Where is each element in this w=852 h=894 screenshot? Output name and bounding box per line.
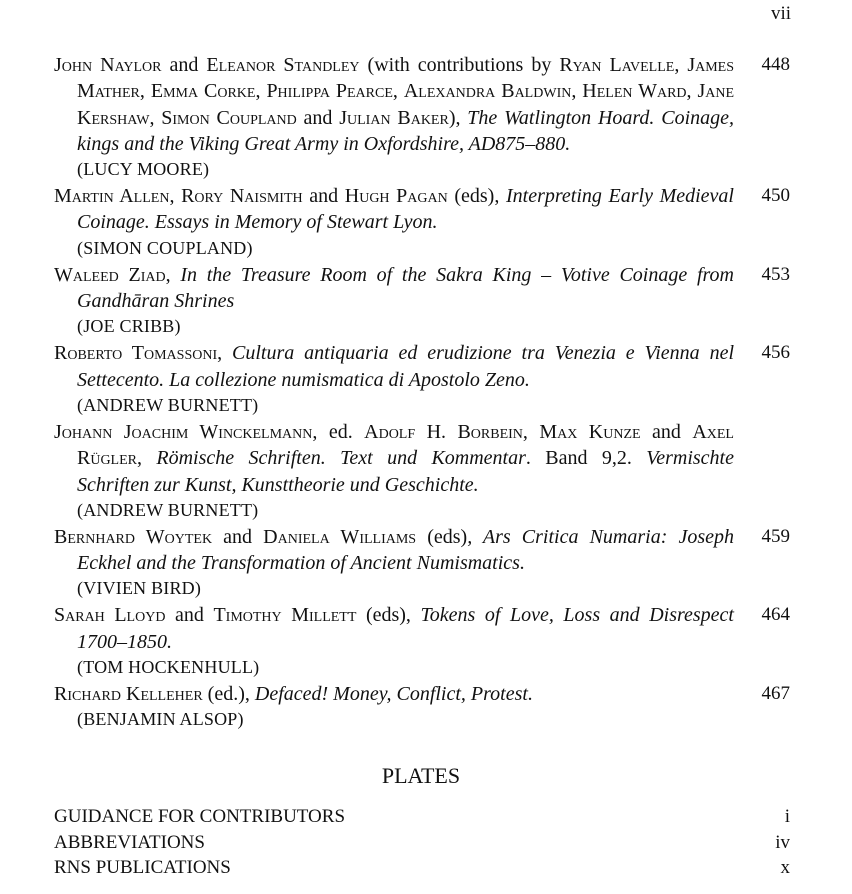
author-name: Julian Baker xyxy=(339,106,449,129)
author-name: Alexandra Baldwin xyxy=(403,80,572,103)
reviewer-name: (ANDREW BURNETT) xyxy=(77,394,259,415)
citation-text: , xyxy=(392,80,404,103)
review-entry-text xyxy=(54,52,734,182)
author-name: Bernhard Woytek xyxy=(54,525,213,548)
citation-text: (eds), xyxy=(447,185,506,208)
reviewer-name: (SIMON COUPLAND) xyxy=(77,237,253,258)
book-title: Tokens of Love, Loss and Disrespect 1700–1850. xyxy=(77,604,734,653)
citation-text: and xyxy=(640,420,693,443)
review-entry xyxy=(54,419,790,523)
citation-text: (with contributions by xyxy=(359,54,560,76)
book-title: Defaced! Money, Conflict, Protest. xyxy=(254,683,533,706)
author-name: Adolf H. Borbein xyxy=(364,420,523,443)
review-entry xyxy=(54,681,790,732)
review-entry xyxy=(54,340,790,418)
citation-text: and xyxy=(165,604,214,627)
citation-text: ), xyxy=(448,106,468,129)
page-number: 459 xyxy=(761,525,790,547)
book-title: In the Treasure Room of the Sakra King – Votive Coinage from Gandhāran Shrines xyxy=(77,263,735,313)
author-name: Eleanor Standley xyxy=(206,54,360,76)
book-title: Vermischte Schriften zur Kunst, Kunsttheorie und Geschichte. xyxy=(77,447,734,496)
author-name: Waleed Ziad xyxy=(54,263,166,286)
author-name: Jane Kershaw xyxy=(77,80,735,129)
citation-text: , xyxy=(169,185,182,208)
page-number: 453 xyxy=(761,263,790,285)
citation-text: (ed.), xyxy=(202,683,255,706)
author-name: Max Kunze xyxy=(539,420,641,443)
author-name: Rory Naismith xyxy=(181,185,303,208)
author-name: John Naylor xyxy=(54,54,162,76)
author-name: Martin Allen xyxy=(54,185,170,208)
citation-text: . Band 9,2. xyxy=(525,447,647,470)
book-title: The Watlington Hoard. Coinage, kings and the Viking Great Army in Oxfordshire, AD875–880. xyxy=(77,106,735,155)
citation-text: , xyxy=(571,80,583,103)
author-name: Timothy Millett xyxy=(213,604,357,627)
backmatter-page: i xyxy=(784,806,790,827)
backmatter-label: GUIDANCE FOR CONTRIBUTORS xyxy=(54,806,346,827)
author-name: Johann Joachim Winckelmann xyxy=(54,420,313,443)
review-entry-text xyxy=(54,681,734,732)
citation-text: , xyxy=(674,54,688,76)
author-name: Helen Ward xyxy=(582,80,687,103)
citation-text: and xyxy=(302,185,345,208)
reviewer-name: (TOM HOCKENHULL) xyxy=(77,657,260,678)
backmatter-page: x xyxy=(780,857,790,878)
review-entry xyxy=(54,262,790,340)
page-number: 464 xyxy=(761,604,790,626)
citation-text: and xyxy=(212,525,264,548)
review-citation xyxy=(54,183,734,236)
page-number: 448 xyxy=(761,54,790,75)
reviewer-name: (LUCY MOORE) xyxy=(77,159,210,180)
citation-text: , xyxy=(139,80,151,103)
author-name: Philippa Pearce xyxy=(266,80,393,103)
reviewer-name: (JOE CRIBB) xyxy=(77,316,181,337)
citation-text: , xyxy=(217,342,233,365)
citation-text: , xyxy=(686,80,698,103)
author-name: Simon Coupland xyxy=(161,106,297,129)
review-entry xyxy=(54,183,790,261)
book-title: , Ars Critica Numaria: Joseph Eckhel and the Transformation of Ancient Numismatics. xyxy=(77,525,735,575)
review-citation xyxy=(54,340,734,393)
review-citation xyxy=(54,419,734,498)
backmatter-list xyxy=(54,804,790,881)
citation-text: , xyxy=(149,106,162,129)
review-entry-text xyxy=(54,340,734,418)
backmatter-row xyxy=(54,855,790,881)
review-citation xyxy=(54,681,734,707)
author-name: Richard Kelleher xyxy=(54,683,203,706)
page-number: 467 xyxy=(761,683,790,705)
page-number: 450 xyxy=(761,185,790,207)
reviewer-name: (ANDREW BURNETT) xyxy=(77,499,259,520)
citation-text: and xyxy=(161,54,207,76)
review-entry-text xyxy=(54,183,734,261)
citation-text: (eds), xyxy=(356,604,421,627)
review-entries-list xyxy=(54,52,790,733)
citation-text: , xyxy=(165,263,181,286)
reviewer-name: (VIVIEN BIRD) xyxy=(77,578,202,599)
backmatter-row xyxy=(54,830,790,856)
author-name: Ryan Lavelle xyxy=(559,54,675,76)
author-name: James Mather xyxy=(77,54,735,103)
author-name: Axel Rügler xyxy=(77,420,734,470)
review-entry xyxy=(54,52,790,182)
review-entry-text xyxy=(54,262,734,340)
review-citation xyxy=(54,262,734,315)
backmatter-row xyxy=(54,804,790,830)
author-name: Roberto Tomassoni xyxy=(54,342,218,365)
review-entry-text xyxy=(54,419,734,523)
review-citation xyxy=(54,52,734,157)
book-title: Interpreting Early Medieval Coinage. Essays in Memory of Stewart Lyon. xyxy=(77,185,734,234)
citation-text: , xyxy=(255,80,267,103)
citation-text: , xyxy=(137,447,157,470)
backmatter-label: RNS PUBLICATIONS xyxy=(54,857,231,878)
citation-text: , xyxy=(522,420,540,443)
citation-text: , ed. xyxy=(312,420,365,443)
author-name: Sarah Lloyd xyxy=(54,604,166,627)
review-entry xyxy=(54,524,790,602)
page-folio: vii xyxy=(770,3,791,24)
backmatter-label: ABBREVIATIONS xyxy=(54,831,205,853)
author-name: Emma Corke xyxy=(150,80,256,103)
review-citation xyxy=(54,602,734,655)
backmatter-page: iv xyxy=(775,831,790,853)
reviewer-name: (BENJAMIN ALSOP) xyxy=(77,709,244,730)
review-entry-text xyxy=(54,602,734,680)
page-number: 456 xyxy=(761,342,790,364)
citation-text: (eds) xyxy=(416,525,468,548)
review-entry xyxy=(54,602,790,680)
author-name: Daniela Williams xyxy=(263,525,417,548)
citation-text: and xyxy=(296,106,340,129)
book-title: Cultura antiquaria ed erudizione tra Venezia e Vienna nel Settecento. La collezione numismatica di Apostolo Zeno. xyxy=(77,342,735,391)
author-name: Hugh Pagan xyxy=(344,185,448,208)
review-citation xyxy=(54,524,734,577)
book-title: Römische Schriften. Text und Kommentar xyxy=(156,447,526,470)
review-entry-text xyxy=(54,524,734,602)
plates-heading: PLATES xyxy=(381,763,461,788)
